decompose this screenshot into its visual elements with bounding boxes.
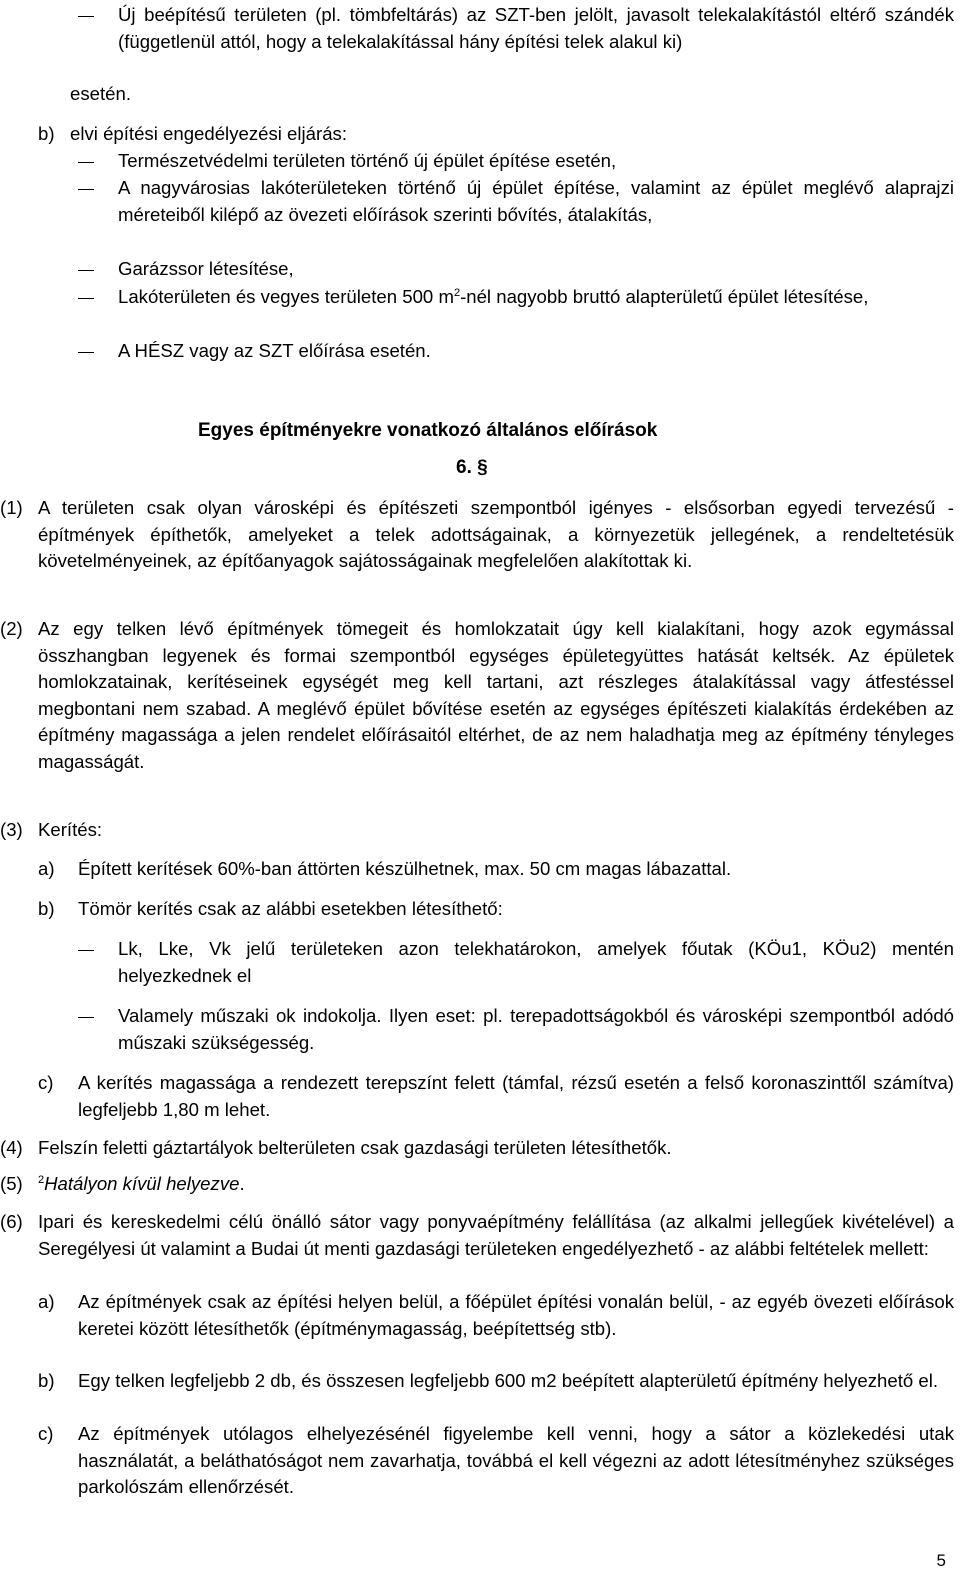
- paragraph-label: (2): [0, 618, 23, 639]
- section-number: 6. §: [456, 457, 488, 478]
- dash-bullet: [78, 950, 94, 951]
- paragraph-label: (3): [0, 819, 23, 840]
- paragraph-label: (4): [0, 1137, 23, 1158]
- section-heading: Egyes építményekre vonatkozó általános előírások: [198, 420, 658, 441]
- bullet-text-after: -nél nagyobb bruttó alapterületű épület létesítése,: [460, 286, 869, 307]
- list-item: Lk, Lke, Vk jelű területeken azon telekhatárokon, amelyek főutak (KÖu1, KÖu2) mentén helyezkednek el: [118, 938, 954, 986]
- list-item: Természetvédelmi területen történő új épület építése esetén,: [118, 150, 617, 171]
- item-text: Tömör kerítés csak az alábbi esetekben létesíthető:: [78, 898, 503, 919]
- paragraph-label: (1): [0, 497, 23, 518]
- superscript: 2: [453, 287, 461, 299]
- dash-bullet: [78, 352, 94, 353]
- dash-bullet: [78, 298, 94, 299]
- paragraph-text: Felszín feletti gáztartályok belterületen csak gazdasági területen létesíthetők.: [38, 1137, 672, 1158]
- paragraph-text: Ipari és kereskedelmi célú önálló sátor vagy ponyvaépítmény felállítása (az alkalmi jellegűek kivételével) a Seregélyesi út valamint a Budai út menti gazdasági területeken engedélyezhető - az alábbi feltételek mellett:: [38, 1211, 954, 1259]
- item-text: Épített kerítések 60%-ban áttörten készülhetnek, max. 50 cm magas lábazattal.: [78, 858, 732, 879]
- item-text: Egy telken legfeljebb 2 db, és összesen legfeljebb 600 m2 beépített alapterületű építmény helyezhető el.: [78, 1370, 939, 1391]
- item-text: Az építmények utólagos elhelyezésénél figyelembe kell venni, hogy a sátor a közlekedési utak használatát, a beláthatóságot nem zavarhatja, továbbá el kell végezni az adott létesítményhez szükséges parkolószám ellenőrzését.: [78, 1423, 954, 1497]
- item-label: c): [38, 1423, 54, 1444]
- list-item-tail: esetén.: [70, 83, 131, 104]
- paragraph-label: (5): [0, 1173, 23, 1194]
- item-label: b): [38, 123, 55, 144]
- item-label: a): [38, 1291, 55, 1312]
- item-label: a): [38, 858, 55, 879]
- list-item: A nagyvárosias lakóterületeken történő új épület építése, valamint az épület meglévő alaprajzi méreteiből kilépő az övezeti előírások szerinti bővítés, átalakítás,: [118, 177, 954, 225]
- paragraph-text: Az egy telken lévő építmények tömegeit és homlokzatait úgy kell kialakítani, hogy azok egymással összhangban legyenek és formai szempontból egységes épületegyüttes hatását keltsék. Az épületek homlokzatainak, kerítéseinek egységét meg kell tartani, azt részleges átalakítással vagy átfestéssel megbontani nem szabad. A meglévő épület bővítése esetén az egységes építészeti kialakítás érdekében az építmény magassága a jelen rendelet előírásaitól eltérhet, de az nem haladhatja meg az építmény tényleges magasságát.: [38, 618, 954, 772]
- list-item: [118, 284, 954, 311]
- repealed-text: Hatályon kívül helyezve: [44, 1173, 240, 1194]
- paragraph-label: (6): [0, 1211, 23, 1232]
- item-text: A kerítés magassága a rendezett terepszínt felett (támfal, rézsű esetén a felső koronaszinttől számítva) legfeljebb 1,80 m lehet.: [78, 1072, 954, 1120]
- paragraph-text: Kerítés:: [38, 819, 103, 840]
- item-text: Az építmények csak az építési helyen belül, a főépület építési vonalán belül, - az egyéb övezeti előírások keretei között létesíthetők (építménymagasság, beépítettség stb).: [78, 1291, 954, 1339]
- footnote-ref: 2: [38, 1174, 45, 1186]
- list-item: A HÉSZ vagy az SZT előírása esetén.: [118, 340, 431, 361]
- paragraph-text: A területen csak olyan városképi és építészeti szempontból igényes - elsősorban egyedi tervezésű - építmények építhetők, amelyeket a telek adottságainak, a környezetük jellegének, a rendeltetésük követelményeinek, az építőanyagok sajátosságainak megfelelően alakítottak ki.: [38, 497, 954, 571]
- item-label: b): [38, 898, 55, 919]
- repealed-tail: .: [239, 1173, 245, 1194]
- list-item: Új beépítésű területen (pl. tömbfeltárás) az SZT-ben jelölt, javasolt telekalakítástól eltérő szándék (függetlenül attól, hogy a telekalakítással hány építési telek alakul ki): [118, 4, 954, 52]
- bullet-text-before: Lakóterületen és vegyes területen 500 m: [118, 286, 454, 307]
- item-label: b): [38, 1370, 55, 1391]
- dash-bullet: [78, 16, 94, 17]
- dash-bullet: [78, 162, 94, 163]
- item-text: elvi építési engedélyezési eljárás:: [70, 123, 347, 144]
- list-item: Valamely műszaki ok indokolja. Ilyen eset: pl. terepadottságokból és városképi szempontból adódó műszaki szükségesség.: [118, 1005, 954, 1053]
- dash-bullet: [78, 1017, 94, 1018]
- paragraph-text: [38, 1171, 638, 1198]
- page-number: 5: [936, 1551, 946, 1570]
- list-item: Garázssor létesítése,: [118, 258, 294, 279]
- dash-bullet: [78, 270, 94, 271]
- dash-bullet: [78, 189, 94, 190]
- item-label: c): [38, 1072, 54, 1093]
